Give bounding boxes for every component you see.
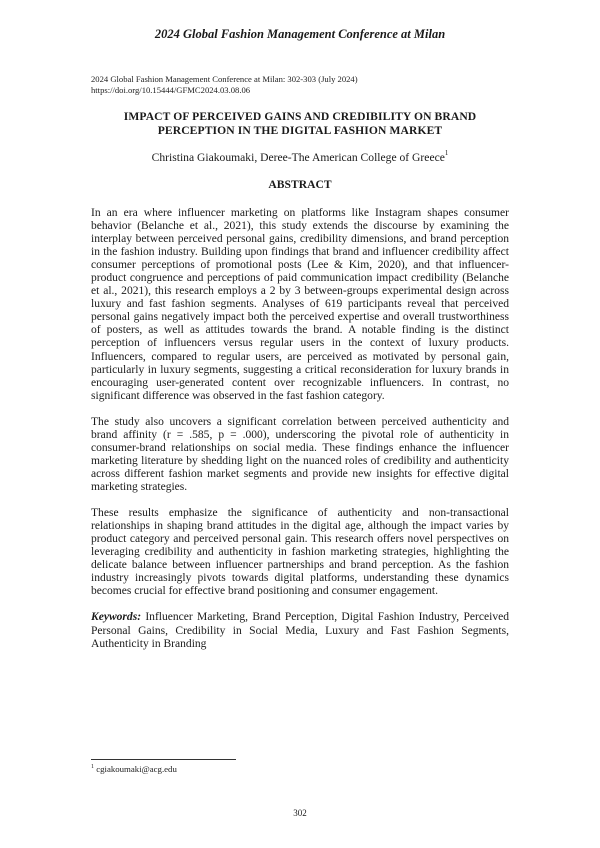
author-line <box>0 151 600 164</box>
footnote <box>91 764 177 774</box>
running-head: 2024 Global Fashion Management Conference at Milan <box>154 27 446 41</box>
abstract-paragraph-1: In an era where influencer marketing on platforms like Instagram shapes consumer behavior (Belanche et al., 2021), this study extends the discourse by examining the interplay between perceived personal gains, credibility dimensions, and brand perception in the fashion industry. Building upon findings that brand and influencer credibility affect consumer perceptions of promotional posts (Lee & Kim, 2020), and that influencer-product congruence and perceptions of paid communication impact credibility (Belanche et al., 2021), this research employs a 2 by 3 between-groups experimental design across luxury and fast fashion segments. Analyses of 619 participants reveal that perceived personal gains negatively impact both the perceived expertise and overall trustworthiness of posters, as well as attitudes towards the brand. A notable finding is the distinct perception of influencers versus regular users in the context of luxury products. Influencers, compared to regular users, are perceived as motivated by personal gain, particularly in luxury segments, suggesting a critical reconsideration for luxury brands in encouraging user-generated content over recognizable influencers. In contrast, no significant difference was observed in the fast fashion category. <box>91 207 509 402</box>
author-footnote-mark: 1 <box>444 149 449 157</box>
author-name: Christina Giakoumaki, Deree-The American College of Greece <box>151 151 445 164</box>
abstract-body <box>91 207 509 664</box>
keywords-label: Keywords: <box>91 611 142 624</box>
abstract-heading: ABSTRACT <box>268 178 332 191</box>
paper-title <box>60 110 540 137</box>
page-number: 302 <box>293 808 307 818</box>
abstract-paragraph-3: These results emphasize the significance of authenticity and non-transactional relationships in shaping brand attitudes in the digital age, although the impact varies by product category and perceived personal gain. This research offers novel perspectives on leveraging credibility and authenticity in fashion marketing strategies, highlighting the delicate balance between influencer partnerships and brand perception. As the fashion industry increasingly pivots towards digital platforms, understanding these dynamics becomes crucial for effective brand positioning and consumer engagement. <box>91 507 509 598</box>
keywords-text: Influencer Marketing, Brand Perception, Digital Fashion Industry, Perceived Personal Gains, Credibility in Social Media, Luxury and Fast Fashion Segments, Authenticity in Branding <box>91 611 509 650</box>
footnote-divider <box>91 759 236 760</box>
title-line-2: PERCEPTION IN THE DIGITAL FASHION MARKET <box>157 123 443 137</box>
footnote-mark: 1 <box>91 764 94 770</box>
footnote-email[interactable]: cgiakoumaki@acg.edu <box>96 764 177 774</box>
doi-link[interactable]: https://doi.org/10.15444/GFMC2024.03.08.06 <box>91 85 251 95</box>
abstract-paragraph-2: The study also uncovers a significant correlation between perceived authenticity and brand affinity (r = .585, p = .000), underscoring the pivotal role of authenticity in consumer-brand relationships on social media. These findings enhance the influencer marketing literature by shedding light on the nuanced roles of credibility and authenticity across different fashion market segments and provide new insights for effective digital marketing strategies. <box>91 415 509 493</box>
title-line-1: IMPACT OF PERCEIVED GAINS AND CREDIBILITY ON BRAND <box>123 110 477 123</box>
keywords-paragraph <box>91 611 509 650</box>
citation-block <box>91 74 358 96</box>
citation-line: 2024 Global Fashion Management Conference at Milan: 302-303 (July 2024) <box>91 74 358 84</box>
